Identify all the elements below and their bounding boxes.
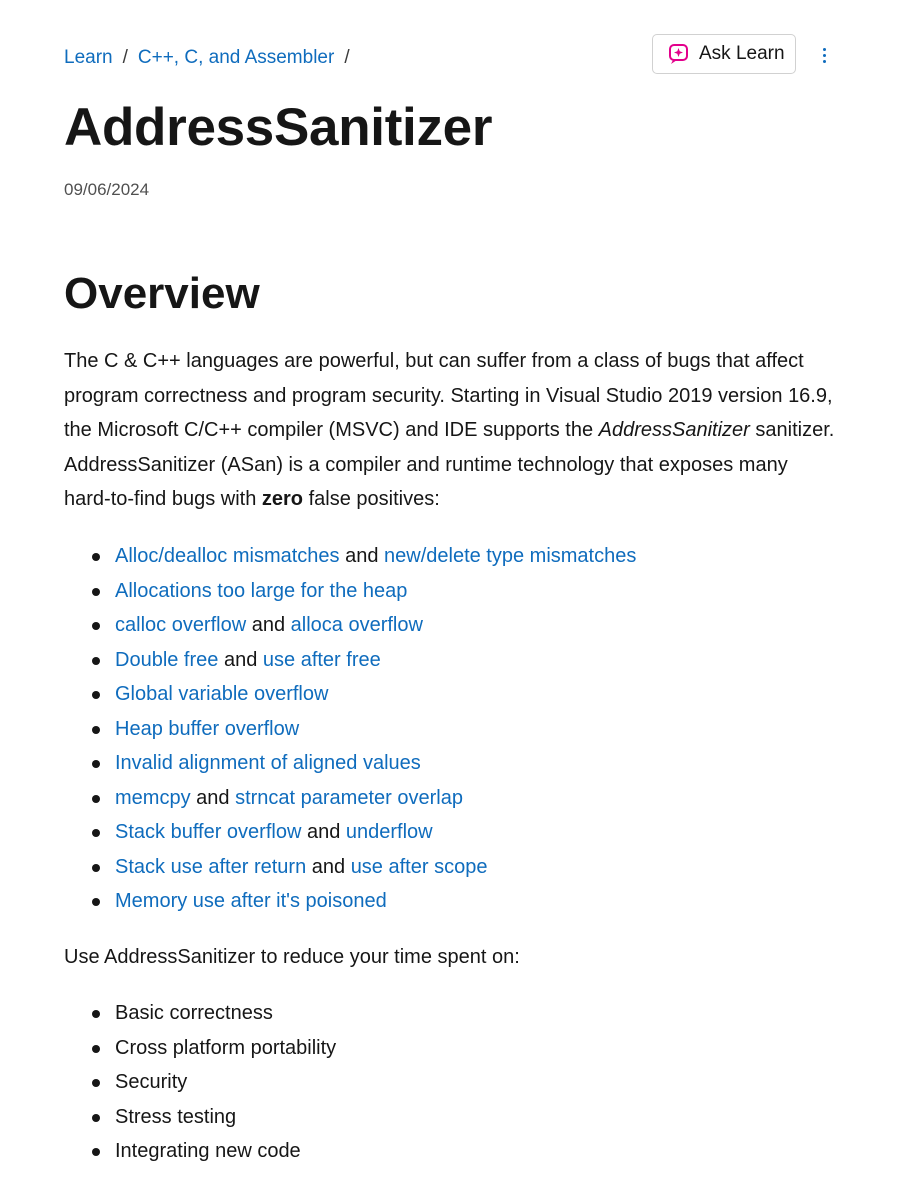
list-item: Basic correctness [64,996,336,1031]
bug-link[interactable]: Stack use after return [115,855,307,878]
list-joiner: and [246,614,291,636]
breadcrumb-learn[interactable]: Learn [64,47,113,68]
list-joiner: and [339,545,385,567]
top-bar [64,34,836,80]
section-heading-overview: Overview [64,269,260,318]
list-item [64,712,636,747]
list-joiner: and [306,855,351,878]
more-vertical-icon[interactable] [812,42,836,68]
breadcrumb [64,46,360,70]
bug-link[interactable]: Double free [115,648,219,671]
bug-link[interactable]: Allocations too large for the heap [115,579,408,602]
list-item: Integrating new code [64,1134,336,1169]
bug-link[interactable]: strncat parameter overlap [235,786,463,809]
bug-link[interactable]: calloc overflow [115,614,247,636]
ask-learn-label: Ask Learn [699,43,785,64]
list-item [64,884,636,919]
bug-link[interactable]: Heap buffer overflow [115,717,300,740]
list-joiner: and [218,648,263,671]
bug-link[interactable]: underflow [345,821,433,843]
publish-date: 09/06/2024 [64,180,150,199]
list-item [64,677,636,712]
list-item: Security [64,1065,336,1100]
bug-link[interactable]: alloca overflow [290,614,423,636]
list-item: Cross platform portability [64,1031,336,1066]
intro-bold: zero [261,488,304,510]
breadcrumb-cpp-c-assembler[interactable]: C++, C, and Assembler [137,47,335,68]
page-title: AddressSanitizer [64,98,493,157]
bug-link[interactable]: use after scope [350,855,488,878]
list-item [64,746,636,781]
sparkle-chat-icon [668,43,690,65]
list-item [64,574,636,609]
intro-text-2: sanitizer. AddressSanitizer (ASan) is a compiler and runtime technology that exposes many hard-to-find bugs with [64,419,835,510]
intro-italic: AddressSanitizer [598,419,750,441]
list-item [64,539,636,574]
bug-link[interactable]: use after free [262,648,381,671]
list-item [64,643,636,678]
bug-link[interactable]: new/delete type mismatches [384,545,637,567]
intro-paragraph [64,344,836,517]
bug-list [64,539,636,919]
list-joiner: and [301,821,346,843]
bug-link[interactable]: Invalid alignment of aligned values [115,752,421,774]
breadcrumb-separator: / [122,47,128,68]
list-item: Stress testing [64,1100,336,1135]
use-intro-text: Use AddressSanitizer to reduce your time spent on: [64,946,520,968]
ask-learn-button[interactable] [652,34,796,74]
list-joiner: and [190,786,236,809]
bug-link[interactable]: Stack buffer overflow [115,821,302,843]
list-item [64,781,636,816]
bug-link[interactable]: Alloc/dealloc mismatches [115,545,340,567]
bug-link[interactable]: Memory use after it's poisoned [115,890,387,912]
bug-link[interactable]: Global variable overflow [115,683,329,705]
list-item [64,815,636,850]
intro-text-3: false positives: [303,488,440,510]
use-list [64,996,336,1169]
list-item [64,850,636,885]
breadcrumb-separator: / [344,47,350,68]
intro-text-1: The C & C++ languages are powerful, but can suffer from a class of bugs that affect program correctness and program security. Starting in Visual Studio 2019 version 16.9, the Microsoft C/C++ compiler (MSVC) and IDE supports the [64,350,833,441]
bug-link[interactable]: memcpy [115,786,191,809]
list-item [64,608,636,643]
